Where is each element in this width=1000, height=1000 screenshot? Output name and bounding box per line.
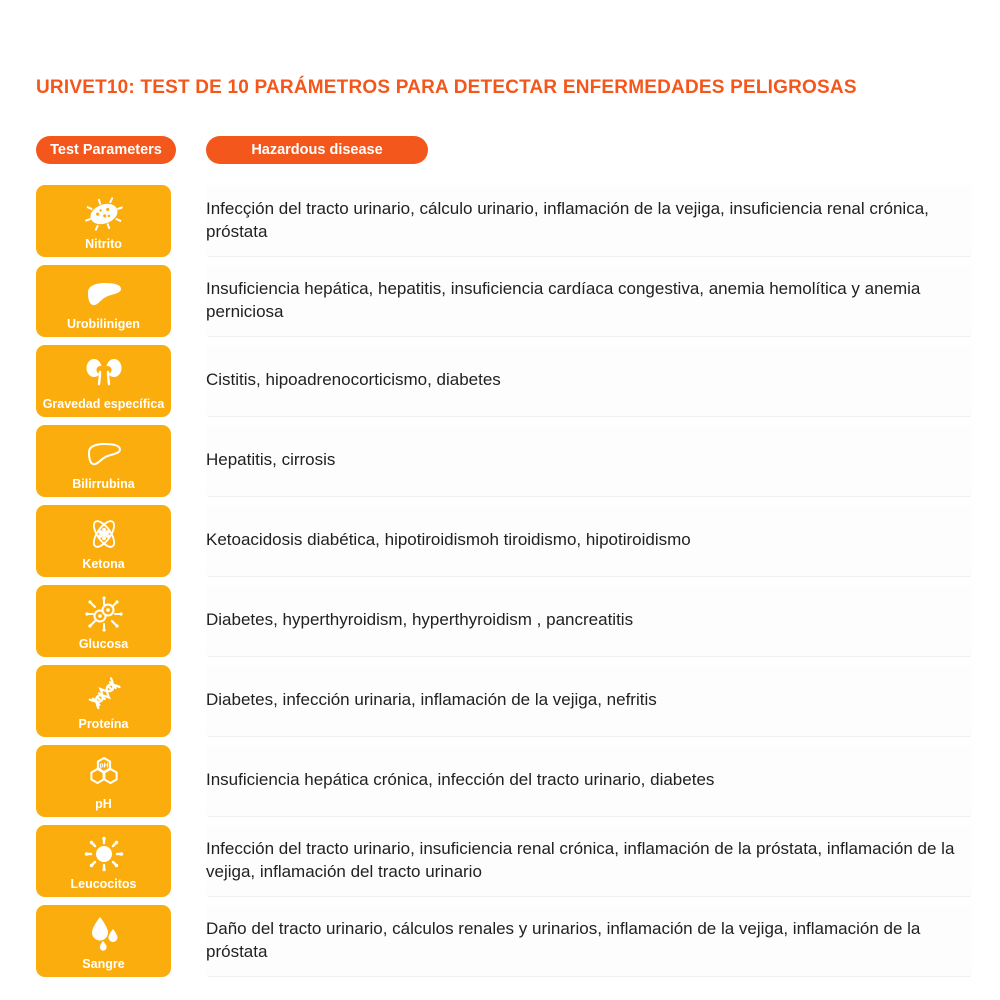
parameter-box: [36, 825, 171, 897]
parameter-box: [36, 425, 171, 497]
parameter-box: [36, 665, 171, 737]
blood-drops-icon: [38, 909, 169, 958]
page-title: URIVET10: TEST DE 10 PARÁMETROS PARA DETECTAR ENFERMEDADES PELIGROSAS: [36, 77, 857, 98]
glucose-molecule-icon: [38, 589, 169, 638]
parameter-label: pH: [95, 797, 112, 812]
parameter-label: Gravedad específica: [42, 397, 165, 412]
parameter-box: [36, 345, 171, 417]
svg-text:pH: pH: [98, 762, 109, 770]
parameter-label: Nitrito: [85, 237, 122, 252]
parameter-box: [36, 585, 171, 657]
table-row: [36, 825, 972, 897]
disease-text: Diabetes, hyperthyroidism, hyperthyroidism , pancreatitis: [206, 610, 634, 630]
parameter-box: [36, 905, 171, 977]
bacteria-icon: [38, 189, 169, 238]
hazardous-disease-header: Hazardous disease: [206, 136, 428, 164]
disease-cell: [206, 425, 972, 497]
table-row: [36, 665, 972, 737]
parameter-label: Proteína: [78, 717, 129, 732]
parameter-box: [36, 745, 171, 817]
parameter-label: Urobilinigen: [67, 317, 140, 332]
parameter-box: [36, 505, 171, 577]
parameter-label: Leucocitos: [70, 877, 137, 892]
test-parameters-header: Test Parameters: [36, 136, 176, 164]
disease-cell: [206, 505, 972, 577]
parameter-label: Ketona: [82, 557, 125, 572]
disease-cell: [206, 265, 972, 337]
parameter-box: [36, 185, 171, 257]
disease-cell: [206, 585, 972, 657]
disease-text: Hepatitis, cirrosis: [206, 450, 336, 470]
ph-hexagons-icon: [38, 749, 169, 798]
table-row: [36, 425, 972, 497]
disease-text: Infecçión del tracto urinario, cálculo urinario, inflamación de la vejiga, insuficiencia renal crónica, próstata: [206, 198, 929, 242]
liver-icon: [38, 269, 169, 318]
disease-cell: [206, 185, 972, 257]
table-row: [36, 905, 972, 977]
table-row: [36, 505, 972, 577]
disease-cell: [206, 665, 972, 737]
disease-cell: [206, 745, 972, 817]
disease-cell: [206, 345, 972, 417]
kidneys-icon: [38, 349, 169, 398]
parameter-label: Bilirrubina: [72, 477, 135, 492]
atom-icon: [38, 509, 169, 558]
disease-text: Ketoacidosis diabética, hipotiroidismoh tiroidismo, hipotiroidismo: [206, 530, 691, 550]
liver-outline-icon: [38, 429, 169, 478]
parameters-table: [36, 185, 972, 977]
white-blood-cell-icon: [38, 829, 169, 878]
disease-text: Infección del tracto urinario, insuficiencia renal crónica, inflamación de la próstata, inflamación de la vejiga, inflamación del tracto urinario: [206, 838, 955, 882]
disease-cell: [206, 905, 972, 977]
disease-text: Cistitis, hipoadrenocorticismo, diabetes: [206, 370, 501, 390]
table-row: [36, 265, 972, 337]
disease-text: Diabetes, infección urinaria, inflamación de la vejiga, nefritis: [206, 690, 657, 710]
disease-text: Insuficiencia hepática crónica, infección del tracto urinario, diabetes: [206, 770, 715, 790]
disease-text: Insuficiencia hepática, hepatitis, insuficiencia cardíaca congestiva, anemia hemolítica y anemia perniciosa: [206, 278, 921, 322]
disease-text: Daño del tracto urinario, cálculos renales y urinarios, inflamación de la vejiga, inflamación de la próstata: [206, 918, 921, 962]
table-row: [36, 345, 972, 417]
parameter-box: [36, 265, 171, 337]
table-row: [36, 585, 972, 657]
table-row: [36, 185, 972, 257]
disease-cell: [206, 825, 972, 897]
column-headers: [36, 136, 972, 164]
dna-icon: [38, 669, 169, 718]
parameter-label: Sangre: [82, 957, 125, 972]
parameter-label: Glucosa: [78, 637, 129, 652]
table-row: [36, 745, 972, 817]
